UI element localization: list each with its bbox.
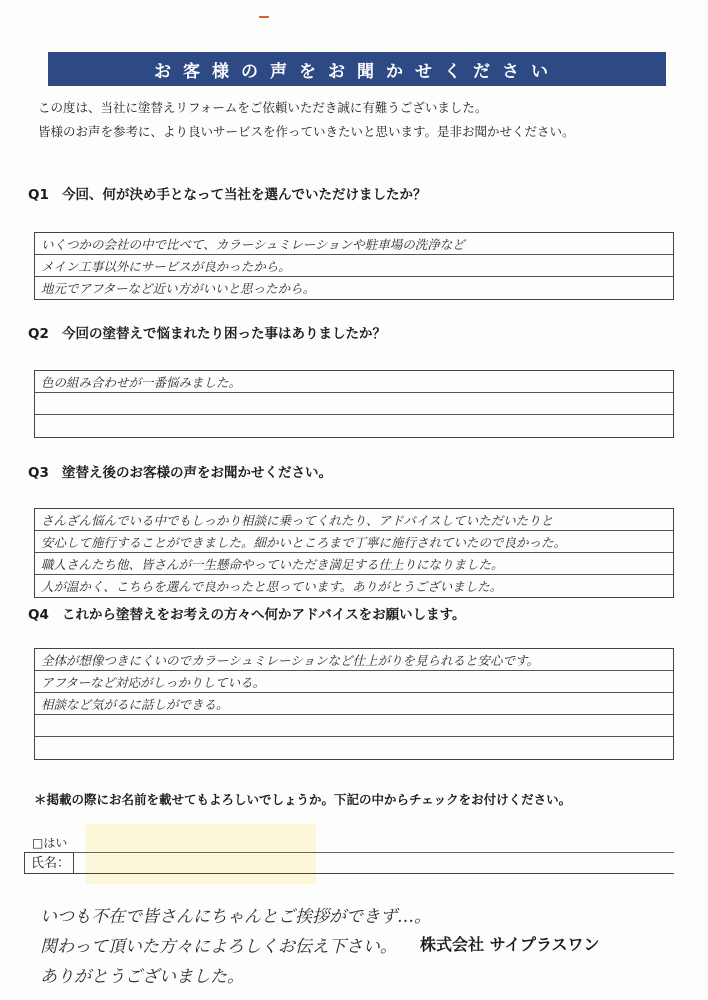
question-number: Q2: [28, 326, 49, 342]
page-title: お客様の声をお聞かせください: [48, 52, 666, 86]
company-name: 株式会社 サイプラスワン: [420, 935, 600, 954]
intro-line: 皆様のお声を参考に、より良いサービスを作っていきたいと思います。是非お聞かせください。: [38, 124, 575, 139]
answer-box-3: [34, 508, 674, 598]
answer-line: [35, 737, 673, 759]
question-number: Q3: [28, 465, 49, 481]
answer-line: 相談など気がるに話しができる。: [35, 693, 673, 715]
intro-text: [38, 96, 575, 144]
answer-line: 職人さんたち他、皆さんが一生懸命やっていただき満足する仕上りになりました。: [35, 553, 673, 575]
answer-line: 人が温かく、こちらを選んで良かったと思っています。ありがとうございました。: [41, 579, 503, 594]
question-1: [28, 183, 427, 203]
comment-line: ありがとうございました。: [40, 967, 244, 987]
name-label: 氏名：: [24, 852, 74, 874]
question-number: Q4: [28, 607, 49, 623]
answer-line: [35, 393, 673, 415]
answer-box-2: [34, 370, 674, 438]
answer-line: さんざん悩んでいる中でもしっかり相談に乗ってくれたり、アドバイスしていただいたりと: [35, 509, 673, 531]
question-2: [28, 322, 386, 342]
answer-line: 安心して施行することができました。細かいところまで丁寧に施行されていたので良かった。: [35, 531, 673, 553]
answer-line: 地元でアフターなど近い方がいいと思ったから。: [41, 281, 316, 296]
answer-line: [35, 715, 673, 737]
red-mark: [259, 16, 269, 18]
answer-line: メイン工事以外にサービスが良かったから。: [35, 255, 673, 277]
answer-box-1: [34, 232, 674, 300]
question-4: [28, 603, 466, 623]
answer-box-4: [34, 648, 674, 760]
answer-line: 色の組み合わせが一番悩みました。: [35, 371, 673, 393]
answer-line: アフターなど対応がしっかりしている。: [35, 671, 673, 693]
answer-line: いくつかの会社の中で比べて、カラーシュミレーションや駐車場の洗浄など: [35, 233, 673, 255]
question-text: 今回、何が決め手となって当社を選んでいただけましたか？: [62, 187, 427, 203]
free-comment: [40, 902, 431, 992]
question-text: これから塗替えをお考えの方々へ何かアドバイスをお願いします。: [62, 607, 466, 623]
consent-checkbox[interactable]: □はい: [32, 836, 68, 850]
question-number: Q1: [28, 187, 49, 203]
question-text: 今回の塗替えで悩まれたり困った事はありましたか？: [62, 326, 386, 342]
name-field[interactable]: [74, 852, 674, 874]
comment-line: 関わって頂いた方々によろしくお伝え下さい。: [40, 937, 397, 957]
question-3: [28, 461, 332, 481]
comment-line: いつも不在で皆さんにちゃんとご挨拶ができず…。: [40, 907, 431, 927]
publication-note: ＊掲載の際にお名前を載せてもよろしいでしょうか。下記の中からチェックをお付けください。: [34, 792, 572, 807]
answer-line: 全体が想像つきにくいのでカラーシュミレーションなど仕上がりを見られると安心です。: [35, 649, 673, 671]
answer-line: [35, 415, 673, 437]
intro-line: この度は、当社に塗替えリフォームをご依頼いただき誠に有難うございました。: [38, 100, 488, 115]
question-text: 塗替え後のお客様の声をお聞かせください。: [62, 465, 332, 481]
